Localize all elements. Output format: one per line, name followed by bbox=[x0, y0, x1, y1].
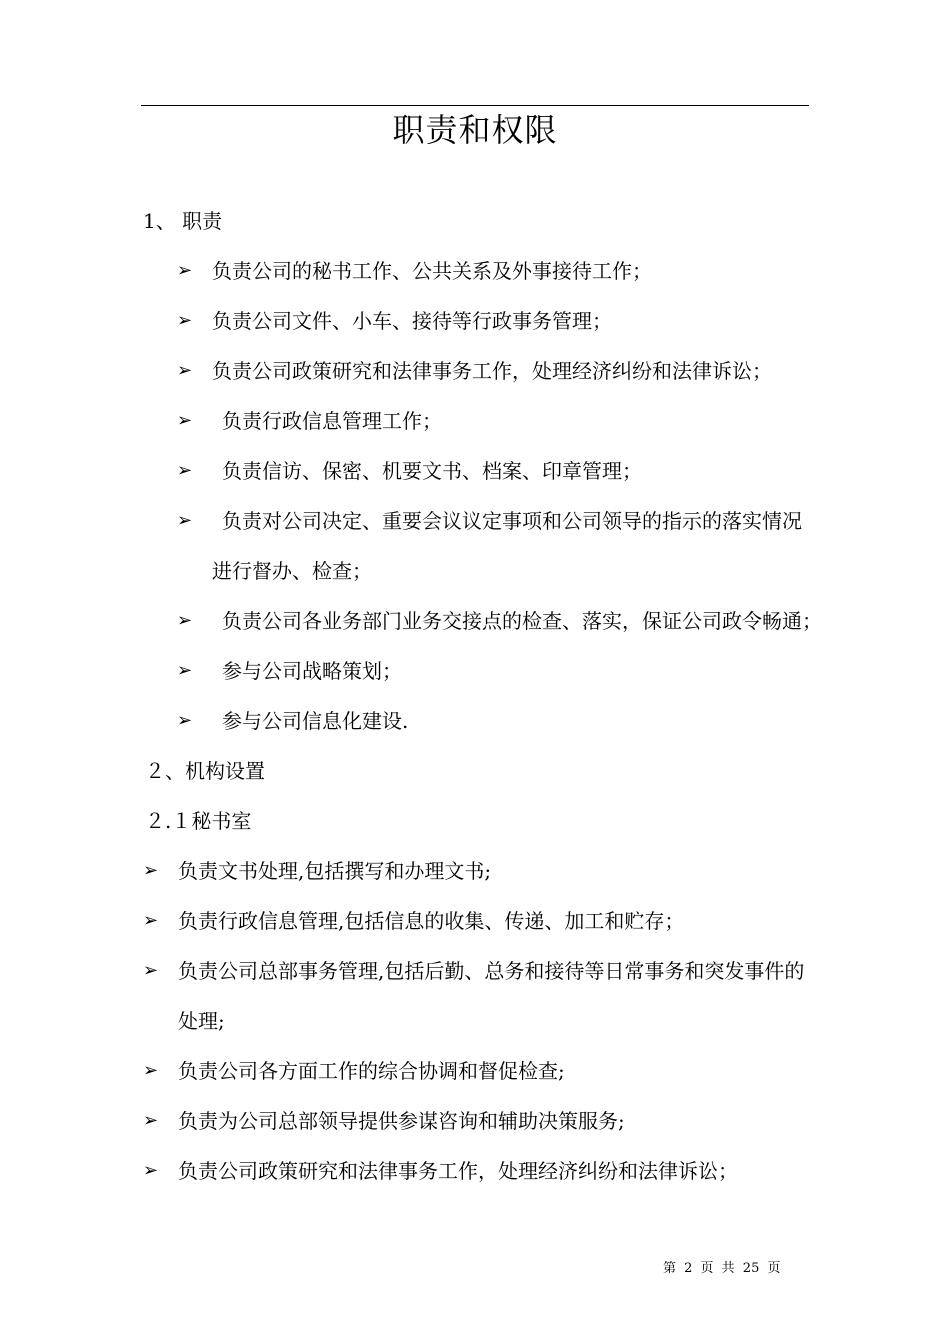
section2-item-continuation: 处理; bbox=[178, 1009, 225, 1033]
section2-item: 负责为公司总部领导提供参谋咨询和辅助决策服务; bbox=[178, 1109, 625, 1133]
bullet-icon: ➢ bbox=[177, 710, 193, 731]
section2-subheading: ２.１秘书室 bbox=[145, 809, 252, 833]
bullet-icon: ➢ bbox=[177, 510, 193, 531]
section1-item: 参与公司战略策划； bbox=[222, 659, 402, 683]
bullet-icon: ➢ bbox=[143, 1110, 159, 1131]
section1-item: 负责对公司决定、重要会议议定事项和公司领导的指示的落实情况 bbox=[222, 509, 802, 533]
section2-heading: ２、机构设置 bbox=[145, 759, 265, 783]
header-rule bbox=[141, 105, 809, 106]
section2-item: 负责文书处理,包括撰写和办理文书; bbox=[178, 859, 492, 883]
bullet-icon: ➢ bbox=[143, 910, 159, 931]
section2-item: 负责公司各方面工作的综合协调和督促检查; bbox=[178, 1059, 565, 1083]
bullet-icon: ➢ bbox=[143, 960, 159, 981]
bullet-icon: ➢ bbox=[177, 460, 193, 481]
section1-heading: 1、 职责 bbox=[143, 209, 223, 233]
section1-item: 负责公司各业务部门业务交接点的检查、落实，保证公司政令畅通； bbox=[222, 609, 822, 633]
section1-item: 负责行政信息管理工作； bbox=[222, 409, 442, 433]
bullet-icon: ➢ bbox=[177, 660, 193, 681]
bullet-icon: ➢ bbox=[143, 1160, 159, 1181]
section1-item: 负责信访、保密、机要文书、档案、印章管理； bbox=[222, 459, 642, 483]
section2-item: 负责公司总部事务管理,包括后勤、总务和接待等日常事务和突发事件的 bbox=[178, 959, 805, 983]
bullet-icon: ➢ bbox=[143, 860, 159, 881]
bullet-icon: ➢ bbox=[177, 610, 193, 631]
bullet-icon: ➢ bbox=[177, 260, 193, 281]
bullet-icon: ➢ bbox=[143, 1060, 159, 1081]
bullet-icon: ➢ bbox=[177, 410, 193, 431]
section1-item: 参与公司信息化建设. bbox=[222, 709, 409, 733]
page-footer: 第 2 页 共 25 页 bbox=[663, 1261, 781, 1276]
section2-item: 负责公司政策研究和法律事务工作，处理经济纠纷和法律诉讼； bbox=[178, 1159, 738, 1183]
section2-item: 负责行政信息管理,包括信息的收集、传递、加工和贮存； bbox=[178, 909, 685, 933]
document-title: 职责和权限 bbox=[392, 111, 558, 149]
section1-item-continuation: 进行督办、检查； bbox=[212, 559, 372, 583]
bullet-icon: ➢ bbox=[177, 310, 193, 331]
section1-item: 负责公司政策研究和法律事务工作，处理经济纠纷和法律诉讼； bbox=[212, 359, 772, 383]
section1-item: 负责公司文件、小车、接待等行政事务管理； bbox=[212, 309, 612, 333]
bullet-icon: ➢ bbox=[177, 360, 193, 381]
section1-item: 负责公司的秘书工作、公共关系及外事接待工作； bbox=[212, 259, 652, 283]
